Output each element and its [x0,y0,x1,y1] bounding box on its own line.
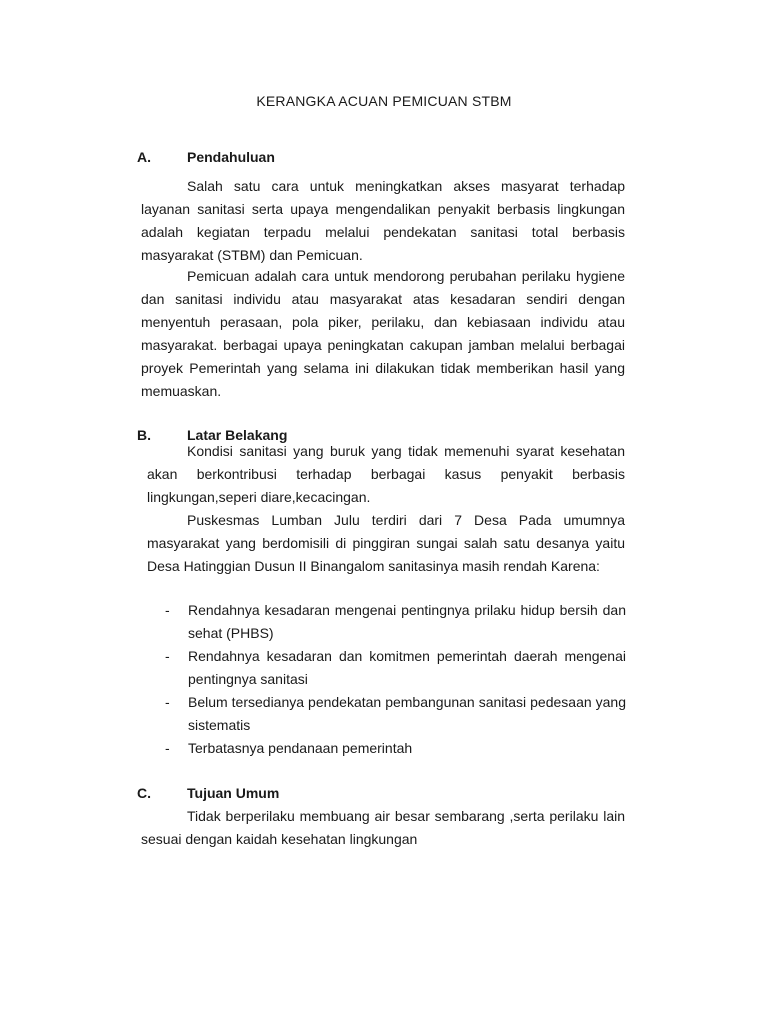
section-c-heading [137,785,279,801]
section-a-paragraph-2: Pemicuan adalah cara untuk mendorong perubahan perilaku hygiene dan sanitasi individu atau masyarakat atas kesadaran sendiri dengan menyentuh perasaan, pola piker, perilaku, dan kebiasaan individu atau masyarakat. berbagai upaya peningkatan cakupan jamban melalui berbagai proyek Pemerintah yang selama ini dilakukan tidak memberikan hasil yang memuaskan. [141,268,625,399]
list-bullet: - [165,740,170,756]
list-item-text: Rendahnya kesadaran mengenai pentingnya prilaku hidup bersih dan sehat (PHBS) [188,602,626,641]
section-b-paragraph-2: Puskesmas Lumban Julu terdiri dari 7 Desa Pada umumnya masyarakat yang berdomisili di pinggiran sungai salah satu desanya yaitu Desa Hatinggian Dusun II Binangalom sanitasinya masih rendah Karena: [147,512,625,574]
section-letter: B. [137,427,151,443]
list-bullet: - [165,602,170,618]
list-item [160,599,626,645]
section-title: Tujuan Umum [187,785,280,801]
list-item-text: Terbatasnya pendanaan pemerintah [188,740,413,756]
document-title: KERANGKA ACUAN PEMICUAN STBM [256,93,512,109]
section-title: Pendahuluan [187,149,275,165]
list-item [160,691,626,737]
section-letter: A. [137,149,151,165]
list-item [160,645,626,691]
section-letter: C. [137,785,151,801]
list-item [160,737,626,760]
list-bullet: - [165,694,170,710]
section-a-heading [137,149,275,165]
list-bullet: - [165,648,170,664]
list-item-text: Rendahnya kesadaran dan komitmen pemerintah daerah mengenai pentingnya sanitasi [188,648,626,687]
section-title: Latar Belakang [187,427,288,443]
section-a-paragraph-1: Salah satu cara untuk meningkatkan akses masyarat terhadap layanan sanitasi serta upaya mengendalikan penyakit berbasis lingkungan adalah kegiatan terpadu melalui pendekatan sanitasi total berbasis masyarakat (STBM) dan Pemicuan. [141,178,625,263]
list-item-text: Belum tersedianya pendekatan pembangunan sanitasi pedesaan yang sistematis [188,694,626,733]
section-b-list [160,599,626,760]
section-b-paragraph-1: Kondisi sanitasi yang buruk yang tidak memenuhi syarat kesehatan akan berkontribusi terhadap berbagai kasus penyakit berbasis lingkungan,seperi diare,kecacingan. [147,443,625,505]
section-c-paragraph-1: Tidak berperilaku membuang air besar sembarang ,serta perilaku lain sesuai dengan kaidah kesehatan lingkungan [141,808,625,847]
